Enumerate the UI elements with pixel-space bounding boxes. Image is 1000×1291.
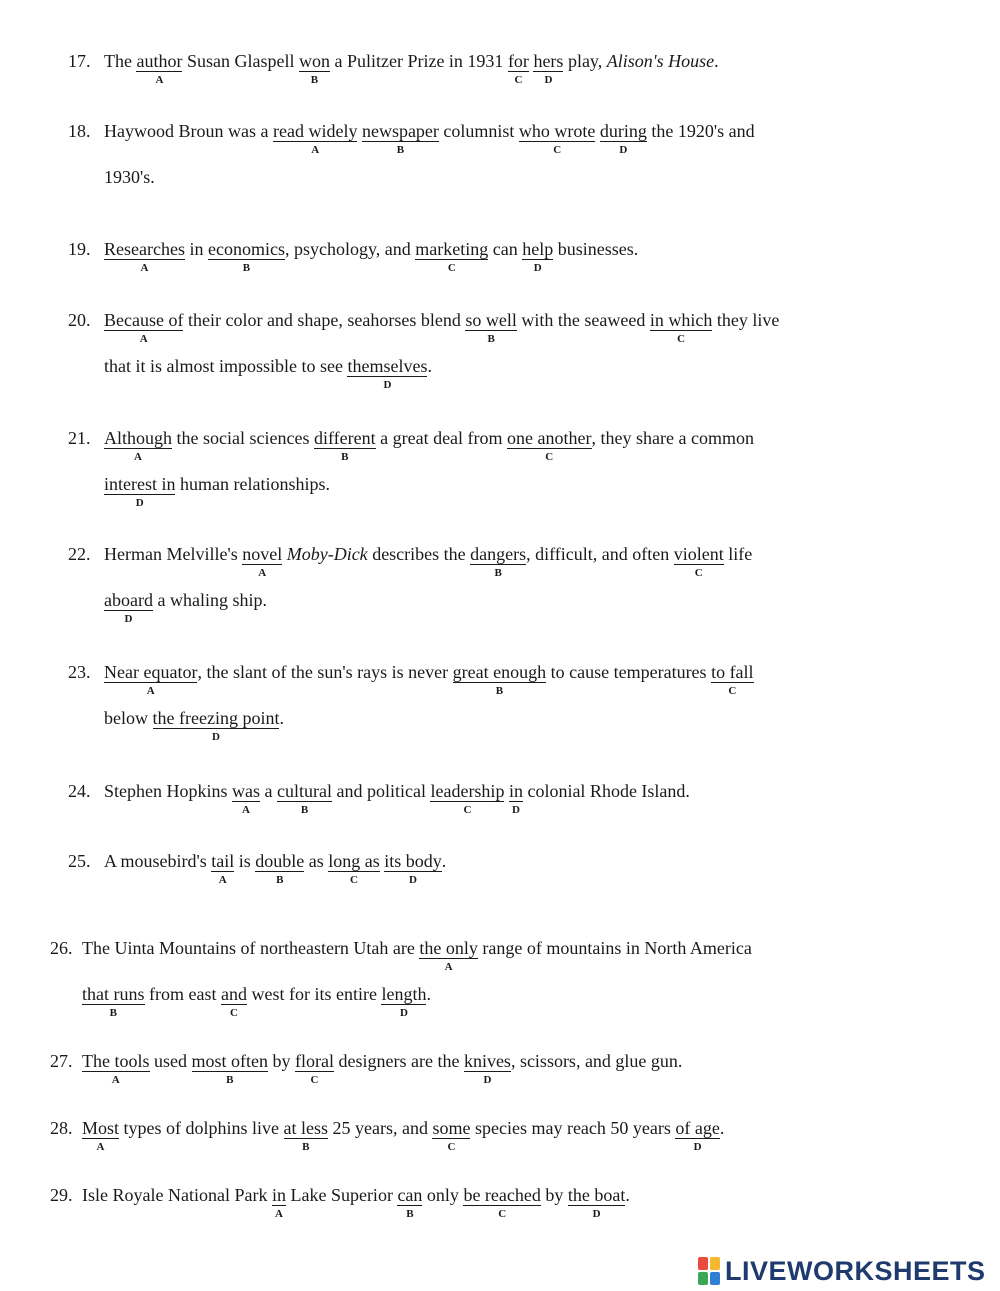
sentence-text: .	[719, 1118, 725, 1138]
option-text: can	[397, 1185, 423, 1205]
underlined-option-c[interactable]	[463, 1184, 541, 1220]
option-text: long as	[328, 851, 380, 871]
sentence-text: colonial Rhode Island.	[522, 781, 690, 801]
underlined-option-b[interactable]	[298, 50, 330, 86]
option-text: at less	[283, 1118, 329, 1138]
option-text: in	[508, 781, 523, 801]
sentence-text: by	[540, 1185, 568, 1205]
sentence-text: their color and shape, seahorses blend	[183, 310, 466, 330]
option-text: the boat	[567, 1185, 626, 1205]
question-number: 25.	[68, 851, 91, 871]
option-text: leadership	[430, 781, 505, 801]
logo-block	[710, 1272, 720, 1285]
question-26	[0, 937, 1000, 1019]
question-number: 27.	[50, 1051, 73, 1071]
sentence-text: from east	[144, 984, 221, 1004]
option-text: to fall	[711, 662, 754, 682]
underlined-option-d[interactable]	[381, 983, 427, 1019]
option-letter: A	[155, 74, 164, 86]
option-text: Although	[104, 428, 173, 448]
option-letter: C	[350, 874, 358, 886]
underlined-option-d[interactable]	[152, 707, 280, 743]
question-27	[0, 1050, 1000, 1100]
sentence-text: .	[714, 51, 719, 71]
question-number: 22.	[68, 544, 91, 564]
question-line	[68, 238, 639, 274]
question-continuation-line	[104, 707, 284, 743]
logo-block	[710, 1257, 720, 1270]
logo-block	[698, 1272, 708, 1285]
sentence-text: to cause temperatures	[546, 662, 712, 682]
option-letter: A	[444, 961, 453, 973]
underlined-option-c[interactable]	[507, 50, 529, 86]
underlined-option-c[interactable]	[432, 1117, 471, 1153]
sentence-text: Lake Superior	[285, 1185, 398, 1205]
option-text: who wrote	[518, 121, 596, 141]
question-25	[0, 850, 1000, 900]
option-letter: B	[300, 804, 309, 816]
sentence-text: businesses.	[553, 239, 639, 259]
question-continuation-line	[104, 473, 330, 509]
option-letter: C	[545, 451, 554, 463]
question-number: 21.	[68, 428, 91, 448]
underlined-option-a[interactable]	[272, 120, 358, 156]
option-letter: C	[694, 567, 703, 579]
option-text: some	[432, 1118, 471, 1138]
option-text: tail	[211, 851, 235, 871]
option-letter: D	[409, 874, 417, 886]
sentence-text: describes the	[367, 544, 471, 564]
option-letter: C	[447, 1141, 456, 1153]
option-text: economics	[207, 239, 285, 259]
sentence-text: Herman Melville's	[104, 544, 243, 564]
option-letter: C	[514, 74, 523, 86]
sentence-text: The Uinta Mountains of northeastern Utah are	[82, 938, 420, 958]
question-line	[68, 850, 447, 886]
option-text: marketing	[415, 239, 489, 259]
question-number: 20.	[68, 310, 91, 330]
sentence-text: a Pulitzer Prize in 1931	[329, 51, 508, 71]
option-letter: D	[533, 262, 542, 274]
underlined-option-d[interactable]	[567, 1184, 626, 1220]
question-number: 28.	[50, 1118, 73, 1138]
option-letter: C	[463, 804, 472, 816]
underlined-option-b[interactable]	[397, 1184, 423, 1220]
sentence-text: columnist	[438, 121, 519, 141]
sentence-text: can	[488, 239, 523, 259]
underlined-option-d[interactable]	[522, 238, 554, 274]
option-text: floral	[295, 1051, 334, 1071]
option-text: violent	[673, 544, 724, 564]
option-letter: B	[406, 1208, 414, 1220]
option-letter: A	[242, 804, 250, 816]
underlined-option-b[interactable]	[277, 780, 332, 816]
underlined-option-b[interactable]	[207, 238, 285, 274]
underlined-option-c[interactable]	[711, 661, 754, 697]
option-text: read widely	[272, 121, 358, 141]
option-text: won	[298, 51, 330, 71]
sentence-text: Isle Royale National Park	[82, 1185, 272, 1205]
sentence-text: , the slant of the sun's rays is never	[197, 662, 453, 682]
option-letter: D	[212, 731, 220, 743]
option-text: was	[232, 781, 260, 801]
question-line	[68, 661, 754, 697]
underlined-option-a[interactable]	[104, 309, 184, 345]
underlined-option-a[interactable]	[232, 780, 260, 816]
underlined-option-d[interactable]	[508, 780, 523, 816]
option-letter: A	[134, 451, 142, 463]
underlined-option-d[interactable]	[104, 589, 153, 625]
italic-title: Alison's House	[606, 51, 715, 71]
option-text: dangers	[470, 544, 527, 564]
option-letter: D	[511, 804, 520, 816]
sentence-text: Stephen Hopkins	[104, 781, 232, 801]
option-letter: C	[728, 685, 737, 697]
option-text: so well	[465, 310, 517, 330]
option-letter: B	[302, 1141, 310, 1153]
option-text: one another	[507, 428, 592, 448]
option-text: The tools	[82, 1051, 150, 1071]
underlined-option-a[interactable]	[82, 1117, 120, 1153]
underlined-option-b[interactable]	[452, 661, 547, 697]
question-18	[0, 120, 1000, 187]
underlined-option-b[interactable]	[470, 543, 527, 579]
option-text: hers	[533, 51, 564, 71]
underlined-option-d[interactable]	[463, 1050, 511, 1086]
logo-blocks-icon	[698, 1257, 720, 1285]
question-continuation-line	[82, 983, 431, 1019]
underlined-option-b[interactable]	[465, 309, 517, 345]
option-letter: A	[311, 144, 320, 156]
option-letter: B	[487, 333, 495, 345]
underlined-option-c[interactable]	[430, 780, 505, 816]
option-letter: C	[447, 262, 456, 274]
question-number: 23.	[68, 662, 91, 682]
option-letter: B	[226, 1074, 234, 1086]
sentence-text: , scissors, and glue gun.	[510, 1051, 683, 1071]
option-text: in	[271, 1185, 286, 1205]
option-letter: D	[124, 613, 133, 625]
option-text: be reached	[463, 1185, 541, 1205]
option-letter: B	[341, 451, 349, 463]
question-continuation-line	[104, 589, 267, 625]
sentence-text: the 1920's and	[646, 121, 755, 141]
option-text: in which	[649, 310, 713, 330]
underlined-option-a[interactable]	[104, 238, 185, 274]
option-text: novel	[242, 544, 283, 564]
sentence-text: in	[184, 239, 208, 259]
option-letter: B	[109, 1007, 117, 1019]
option-text: double	[255, 851, 305, 871]
underlined-option-a[interactable]	[271, 1184, 286, 1220]
option-text: that runs	[82, 984, 145, 1004]
sentence-text: a	[260, 781, 277, 801]
option-text: themselves	[347, 356, 428, 376]
option-text: Because of	[104, 310, 184, 330]
underlined-option-b[interactable]	[361, 120, 439, 156]
question-23	[0, 661, 1000, 743]
sentence-text: types of dolphins live	[119, 1118, 284, 1138]
underlined-option-a[interactable]	[211, 850, 235, 886]
question-20	[0, 309, 1000, 391]
sentence-text: a great deal from	[375, 428, 508, 448]
underlined-option-a[interactable]	[136, 50, 183, 86]
option-text: Near equator	[104, 662, 198, 682]
option-letter: B	[494, 567, 502, 579]
underlined-option-d[interactable]	[533, 50, 564, 86]
underlined-option-a[interactable]	[419, 937, 478, 973]
sentence-text: as	[304, 851, 329, 871]
sentence-text: below	[104, 708, 153, 728]
question-line	[68, 780, 690, 816]
option-text: most often	[191, 1051, 268, 1071]
option-letter: D	[399, 1007, 408, 1019]
underlined-option-c[interactable]	[507, 427, 592, 463]
option-text: aboard	[104, 590, 153, 610]
option-text: during	[599, 121, 647, 141]
option-text: length	[381, 984, 427, 1004]
question-line	[68, 50, 719, 86]
underlined-option-b[interactable]	[313, 427, 376, 463]
question-22	[0, 543, 1000, 625]
question-line	[68, 309, 780, 345]
option-letter: C	[553, 144, 562, 156]
underlined-option-d[interactable]	[675, 1117, 720, 1153]
question-line	[50, 1184, 630, 1220]
sentence-text: , difficult, and often	[526, 544, 674, 564]
sentence-text: species may reach 50 years	[470, 1118, 676, 1138]
option-letter: A	[139, 333, 148, 345]
question-number: 26.	[50, 938, 73, 958]
underlined-option-a[interactable]	[104, 661, 198, 697]
underlined-option-b[interactable]	[255, 850, 305, 886]
option-letter: B	[495, 685, 504, 697]
underlined-option-c[interactable]	[518, 120, 596, 156]
sentence-text: with the seaweed	[516, 310, 650, 330]
option-letter: D	[619, 144, 628, 156]
question-line	[50, 937, 752, 973]
option-text: help	[522, 239, 554, 259]
sentence-text: 1930's.	[104, 167, 155, 187]
sentence-text: range of mountains in North America	[477, 938, 752, 958]
sentence-text: only	[422, 1185, 464, 1205]
underlined-option-c[interactable]	[673, 543, 724, 579]
question-continuation-line	[104, 166, 155, 188]
underlined-option-b[interactable]	[191, 1050, 269, 1086]
sentence-text: Haywood Broun was a	[104, 121, 273, 141]
option-letter: C	[310, 1074, 319, 1086]
underlined-option-d[interactable]	[384, 850, 442, 886]
option-letter: C	[498, 1208, 507, 1220]
option-letter: A	[111, 1074, 120, 1086]
underlined-option-b[interactable]	[283, 1117, 329, 1153]
question-24	[0, 780, 1000, 830]
question-number: 18.	[68, 121, 91, 141]
option-letter: D	[544, 74, 553, 86]
sentence-text: designers are the	[333, 1051, 464, 1071]
option-text: its body	[384, 851, 442, 871]
option-letter: B	[242, 262, 251, 274]
logo-block	[698, 1257, 708, 1270]
question-line	[68, 120, 755, 156]
underlined-option-d[interactable]	[104, 473, 176, 509]
liveworksheets-logo	[698, 1254, 986, 1288]
option-text: for	[507, 51, 529, 71]
question-number: 29.	[50, 1185, 73, 1205]
sentence-text: 25 years, and	[328, 1118, 433, 1138]
italic-title: Moby-Dick	[286, 544, 368, 564]
option-text: great enough	[452, 662, 547, 682]
option-letter: C	[230, 1007, 238, 1019]
option-text: cultural	[277, 781, 332, 801]
underlined-option-c[interactable]	[649, 309, 713, 345]
question-line	[68, 427, 754, 463]
sentence-text: by	[268, 1051, 295, 1071]
question-line	[50, 1050, 683, 1086]
option-letter: A	[218, 874, 227, 886]
underlined-option-a[interactable]	[82, 1050, 150, 1086]
sentence-text: is	[234, 851, 256, 871]
option-letter: A	[96, 1141, 105, 1153]
option-letter: D	[483, 1074, 492, 1086]
underlined-option-d[interactable]	[347, 355, 428, 391]
underlined-option-c[interactable]	[328, 850, 380, 886]
sentence-text: Susan Glaspell	[182, 51, 299, 71]
sentence-text: .	[427, 356, 432, 376]
question-17	[0, 50, 1000, 100]
option-letter: A	[140, 262, 149, 274]
sentence-text: play,	[563, 51, 607, 71]
option-letter: D	[592, 1208, 601, 1220]
question-number: 24.	[68, 781, 91, 801]
option-text: different	[313, 428, 376, 448]
underlined-option-b[interactable]	[82, 983, 145, 1019]
option-letter: D	[383, 379, 392, 391]
option-text: author	[136, 51, 183, 71]
sentence-text: a whaling ship.	[152, 590, 267, 610]
sentence-text: .	[625, 1185, 630, 1205]
sentence-text: west for its entire	[246, 984, 382, 1004]
sentence-text: , psychology, and	[284, 239, 416, 259]
question-21	[0, 427, 1000, 509]
option-letter: A	[258, 567, 267, 579]
sentence-text: the social sciences	[172, 428, 314, 448]
option-text: and	[220, 984, 247, 1004]
question-19	[0, 238, 1000, 288]
option-letter: B	[276, 874, 284, 886]
option-text: interest in	[104, 474, 176, 494]
underlined-option-a[interactable]	[242, 543, 283, 579]
sentence-text: .	[441, 851, 447, 871]
sentence-text: The	[104, 51, 137, 71]
underlined-option-c[interactable]	[220, 983, 247, 1019]
option-text: Researches	[104, 239, 185, 259]
question-continuation-line	[104, 355, 432, 391]
option-letter: D	[135, 497, 144, 509]
option-letter: D	[693, 1141, 702, 1153]
option-letter: B	[310, 74, 319, 86]
sentence-text: .	[279, 708, 284, 728]
option-text: the only	[419, 938, 478, 958]
question-line	[50, 1117, 725, 1153]
sentence-text: they live	[712, 310, 780, 330]
option-letter: C	[677, 333, 686, 345]
underlined-option-d[interactable]	[599, 120, 647, 156]
question-line	[68, 543, 753, 579]
sentence-text: and political	[331, 781, 431, 801]
option-text: newspaper	[361, 121, 439, 141]
sentence-text: A mousebird's	[104, 851, 212, 871]
option-letter: A	[274, 1208, 283, 1220]
sentence-text: life	[723, 544, 753, 564]
question-28	[0, 1117, 1000, 1167]
sentence-text: , they share a common	[591, 428, 754, 448]
underlined-option-a[interactable]	[104, 427, 173, 463]
question-29	[0, 1184, 1000, 1234]
option-letter: A	[146, 685, 155, 697]
option-letter: B	[396, 144, 405, 156]
sentence-text: .	[426, 984, 431, 1004]
option-text: the freezing point	[152, 708, 280, 728]
question-number: 19.	[68, 239, 91, 259]
option-text: Most	[82, 1118, 120, 1138]
sentence-text: used	[149, 1051, 192, 1071]
underlined-option-c[interactable]	[295, 1050, 334, 1086]
logo-text: LIVEWORKSHEETS	[725, 1255, 986, 1286]
sentence-text: that it is almost impossible to see	[104, 356, 348, 376]
option-text: knives	[463, 1051, 511, 1071]
sentence-text: human relationships.	[175, 474, 330, 494]
question-number: 17.	[68, 51, 91, 71]
option-text: of age	[675, 1118, 720, 1138]
underlined-option-c[interactable]	[415, 238, 489, 274]
